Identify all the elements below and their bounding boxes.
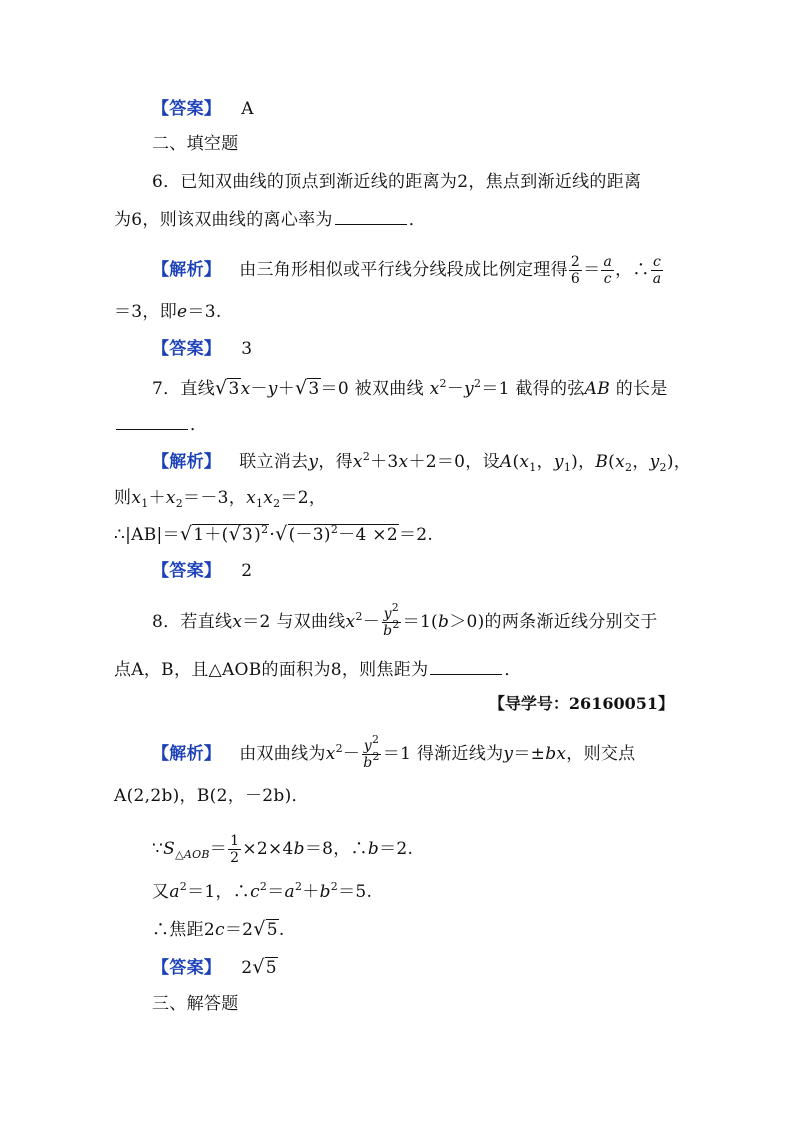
answer-blank bbox=[335, 210, 407, 225]
answer-label: 【答案】 bbox=[152, 99, 222, 119]
fraction: $\frac{a}{c}$ bbox=[603, 254, 613, 287]
fraction: $\frac{y^2}{b^2}$ bbox=[383, 601, 400, 639]
q6-solution-line2: ＝3，即e＝3. bbox=[114, 302, 222, 322]
q6-solution-line1: 【解析】 由三角形相似或平行线分线段成比例定理得 $\frac{2}{6}$ ＝ $\frac{a}{c}$ ，∴ $\frac{c}{a}$ bbox=[152, 254, 662, 287]
q8-solution-line2: A(2,2b)，B(2，－2b)． bbox=[114, 786, 309, 806]
fraction: $\frac{1}{2}$ bbox=[230, 833, 240, 866]
section-heading-solve: 三、解答题 bbox=[152, 994, 239, 1014]
answer-blank bbox=[430, 660, 502, 675]
section-heading-fill-in: 二、填空题 bbox=[152, 134, 239, 154]
fraction: $\frac{y^2}{b^2}$ bbox=[363, 733, 380, 771]
analysis-label: 【解析】 bbox=[152, 260, 222, 280]
q6-answer-line: 【答案】 3 bbox=[152, 339, 253, 359]
q8-solution-line4: 又$a^2=1$，$\therefore c^2=a^2+b^2=5$. bbox=[152, 880, 373, 902]
q7-answer-line: 【答案】 2 bbox=[152, 561, 253, 581]
q7-solution-line3: $\therefore|AB|=√1+(√3)^2\cdot√(-3)^2-4 \times 2=2$. bbox=[114, 523, 434, 545]
q8-line1: 8．若直线x＝2 与双曲线$x^2-$ $\frac{y^2}{b^2}$ ＝1(b＞0)的两条渐近线分别交于 bbox=[152, 601, 658, 639]
q8-solution-line1: 【解析】 由双曲线为$x^2-$ $\frac{y^2}{b^2}$ ＝1 得渐近线为y＝±bx，则交点 bbox=[152, 733, 636, 771]
q8-answer-line: 【答案】 2√5 bbox=[152, 956, 277, 978]
q7-line2: ． bbox=[114, 414, 207, 436]
q6-line2: 为6，则该双曲线的离心率为 ． bbox=[114, 210, 427, 230]
q7-solution-line2: 则$x_1+x_2=-3$，$x_1x_2=2$， bbox=[114, 488, 327, 510]
answer-blank bbox=[116, 415, 188, 430]
fraction: $\frac{2}{6}$ bbox=[570, 254, 581, 287]
q6-line1: 6．已知双曲线的顶点到渐近线的距离为2，焦点到渐近线的距离 bbox=[152, 172, 642, 192]
q8-line2: 点A，B，且△AOB的面积为8，则焦距为 ． bbox=[114, 660, 522, 680]
fraction: $\frac{c}{a}$ bbox=[652, 254, 662, 287]
q7-line1: 7．直线√3x－y＋√3＝0 被双曲线 $x^2-y^2=1$ 截得的弦AB 的长是 bbox=[152, 377, 668, 399]
study-number-ref: 【导学号：26160051】 bbox=[488, 694, 674, 713]
q8-solution-line5: ∴焦距2c＝2√5. bbox=[152, 918, 285, 940]
answer-line-prev bbox=[152, 98, 254, 120]
answer-value: A bbox=[241, 99, 254, 119]
q7-solution-line1: 【解析】 联立消去y，得$x^2+3x+2=0$，设$A(x_1$，$y_1$)，$B(x_2$，$y_2$)， bbox=[152, 450, 692, 474]
q8-solution-line3: $\because S_{\triangle AOB}=$ $\frac{1}{2}$ ×2×4b＝8，∴b＝2. bbox=[152, 833, 414, 866]
